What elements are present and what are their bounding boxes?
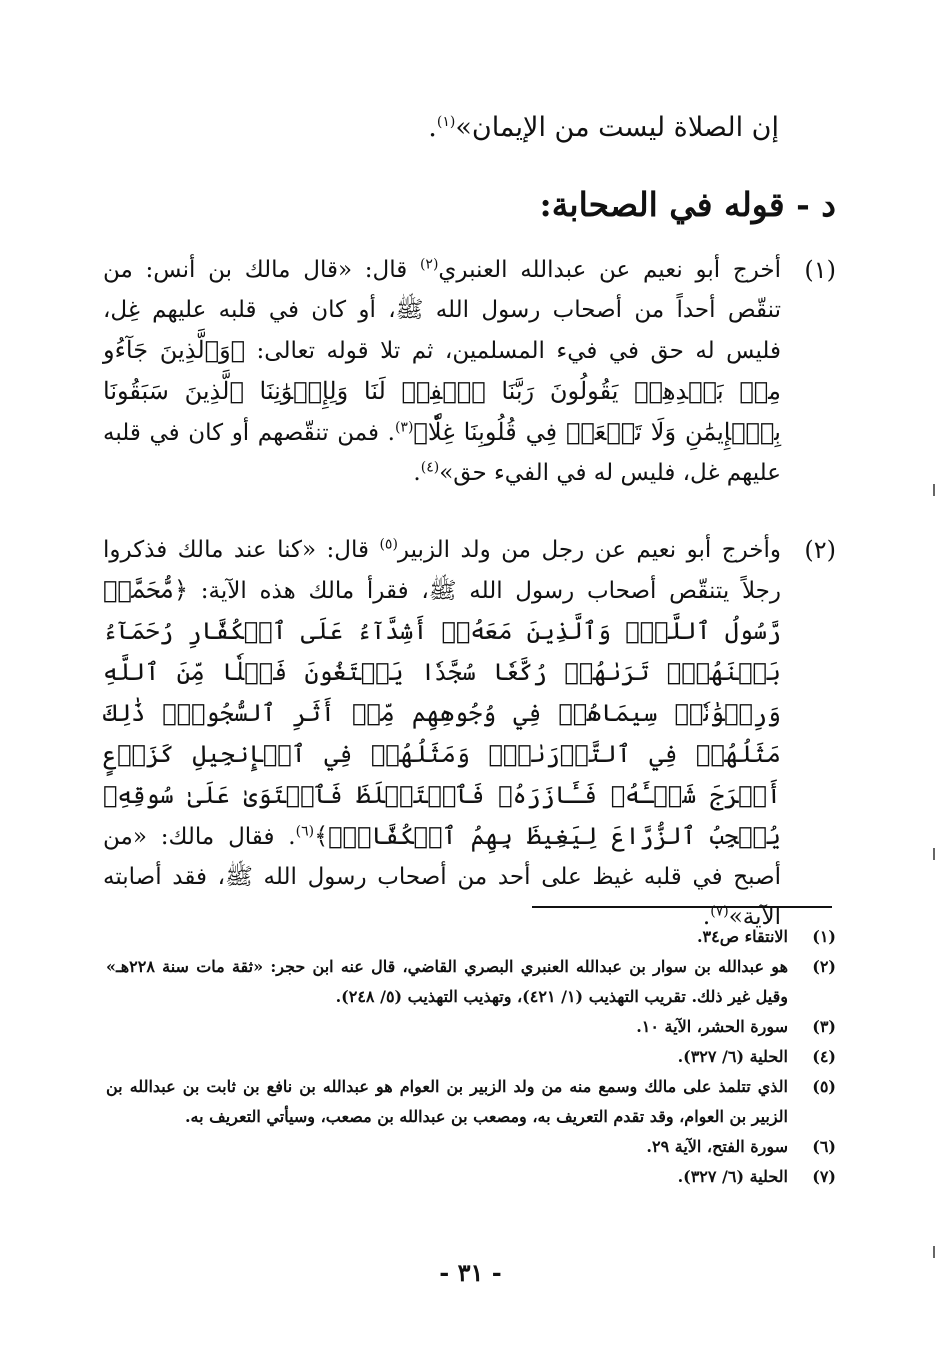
entry-1-number: (١) [804,256,836,284]
footnote-item [106,1162,836,1192]
entry-1-quran-verse: ﴿وَٱلَّذِينَ جَآءُو مِنۢ بَعۡدِهِمۡ يَقُولُونَ رَبَّنَا ٱغۡفِرۡ لَنَا وَلِإِخۡوَٰنِنَا ٱلَّذِينَ سَبَقُونَا بِٱلۡإِيمَٰنِ وَلَا تَجۡعَلۡ فِي قُلُوبِنَا غِلّٗا﴾ [103,336,781,446]
entry-2-end: . [702,904,711,930]
entry-2-body [103,530,781,937]
footnote-number: (١) [812,927,836,946]
entry-1-body [103,250,781,493]
section-heading: د - قوله في الصحابة: [539,185,836,224]
footnote-number: (٤) [812,1047,836,1066]
entry-2-number: (٢) [804,536,836,564]
footnote-text: سورة الفتح، الآية ٢٩. [646,1137,788,1156]
entry-2-text-b: قال: «كنا عند مالك فذكروا رجلاً يتنقّص أصحاب رسول الله ﷺ، فقرأ مالك هذه الآية: [103,537,781,604]
scan-edge-mark [933,1246,935,1258]
footnote-text: الذي تتلمذ على مالك وسمع منه من ولد الزبير بن العوام هو عبدالله بن نافع بن ثابت بن عبدالله بن الزبير بن العوام، وقد تقدم التعريف به، ومصعب بن عبدالله بن مصعب، وسيأتي التعريف به. [106,1077,788,1126]
scan-edge-mark [933,484,935,496]
footnote-text: هو عبدالله بن سوار بن عبدالله العنبري البصري القاضي، قال عنه ابن حجر: «ثقة مات سنة ٢٢٨هـ» وقيل غير ذلك. تقريب التهذيب (١/ ٤٢١)، وتهذيب التهذيب (٥/ ٢٤٨). [106,957,788,1006]
entry-1 [103,250,836,493]
intro-end: . [428,112,437,143]
footnote-item [106,1012,836,1042]
entry-2-ref-5: (٥) [379,536,398,553]
entry-1-text-b: قال: «قال مالك بن أنس: من تنقّص أحداً من أصحاب رسول الله ﷺ، أو كان في قلبه عليهم غِل، فليس له حق في فيء المسلمين، ثم تلا قوله تعالى: [103,257,782,364]
entry-1-ref-4: (٤) [420,459,440,476]
entry-1-end: . [413,460,421,486]
footnote-text: الحلية (٦/ ٣٢٧). [677,1167,788,1186]
footnote-number: (٧) [812,1167,836,1186]
footnote-item [106,1132,836,1162]
scan-edge-mark [933,848,935,860]
footnote-item [106,952,836,1012]
footnote-text: سورة الحشر، الآية ١٠. [636,1017,788,1036]
entry-1-ref-2: (٢) [419,256,439,273]
footnote-divider [532,906,832,908]
footnote-number: (٦) [812,1137,836,1156]
footnote-number: (٥) [812,1077,836,1096]
footnote-number: (٣) [812,1017,836,1036]
footnotes [106,922,836,1192]
intro-line [428,108,779,148]
footnote-item [106,922,836,952]
entry-1-text-c: . فمن تنقّصهم أو كان في قلبه عليهم غل، فليس له في الفيء حق» [103,420,781,486]
entry-2-quran-verse: ﴿مُّحَمَّدٞ رَّسُولُ ٱللَّهِۚ وَٱلَّذِينَ مَعَهُۥٓ أَشِدَّآءُ عَلَى ٱلۡكُفَّارِ رُحَمَآءُ بَيۡنَهُمۡۖ تَرَىٰهُمۡ رُكَّعٗا سُجَّدٗا يَبۡتَغُونَ فَضۡلٗا مِّنَ ٱللَّهِ وَرِضۡوَٰنٗاۖ سِيمَاهُمۡ فِي وُجُوهِهِم مِّنۡ أَثَرِ ٱلسُّجُودِۚ ذَٰلِكَ مَثَلُهُمۡ فِي ٱلتَّوۡرَىٰةِۚ وَمَثَلُهُمۡ فِي ٱلۡإِنجِيلِ كَزَرۡعٍ أَخۡرَجَ شَطۡـَٔهُۥ فَـَٔازَرَهُۥ فَٱسۡتَغۡلَظَ فَٱسۡتَوَىٰ عَلَىٰ سُوقِهِۦ يُعۡجِبُ ٱلزُّرَّاعَ لِيَغِيظَ بِهِمُ ٱلۡكُفَّارَۗ﴾ [103,576,781,850]
footnote-number: (٢) [812,957,836,976]
intro-text: إن الصلاة ليست من الإيمان» [455,112,779,143]
footnote-text: الانتقاء ص٣٤. [696,927,788,946]
entry-2-text-a: وأخرج أبو نعيم عن رجل من ولد الزبير [397,537,781,563]
entry-2-ref-6: (٦) [295,823,315,840]
footnote-item [106,1042,836,1072]
entry-2-text-c: . فقال مالك: «من أصبح في قلبه غيظ على أحد من أصحاب رسول الله ﷺ، فقد أصابته الآية» [103,824,781,930]
entry-2 [103,530,836,937]
entry-2-ref-7: (٧) [710,903,729,920]
entry-1-ref-3: (٣) [394,419,414,436]
footnote-text: الحلية (٦/ ٣٢٧). [677,1047,788,1066]
page-number: - ٣١ - [439,1258,502,1287]
footnote-item [106,1072,836,1132]
entry-1-text-a: أخرج أبو نعيم عن عبدالله العنبري [438,257,782,283]
intro-footnote-ref: (١) [436,114,456,130]
